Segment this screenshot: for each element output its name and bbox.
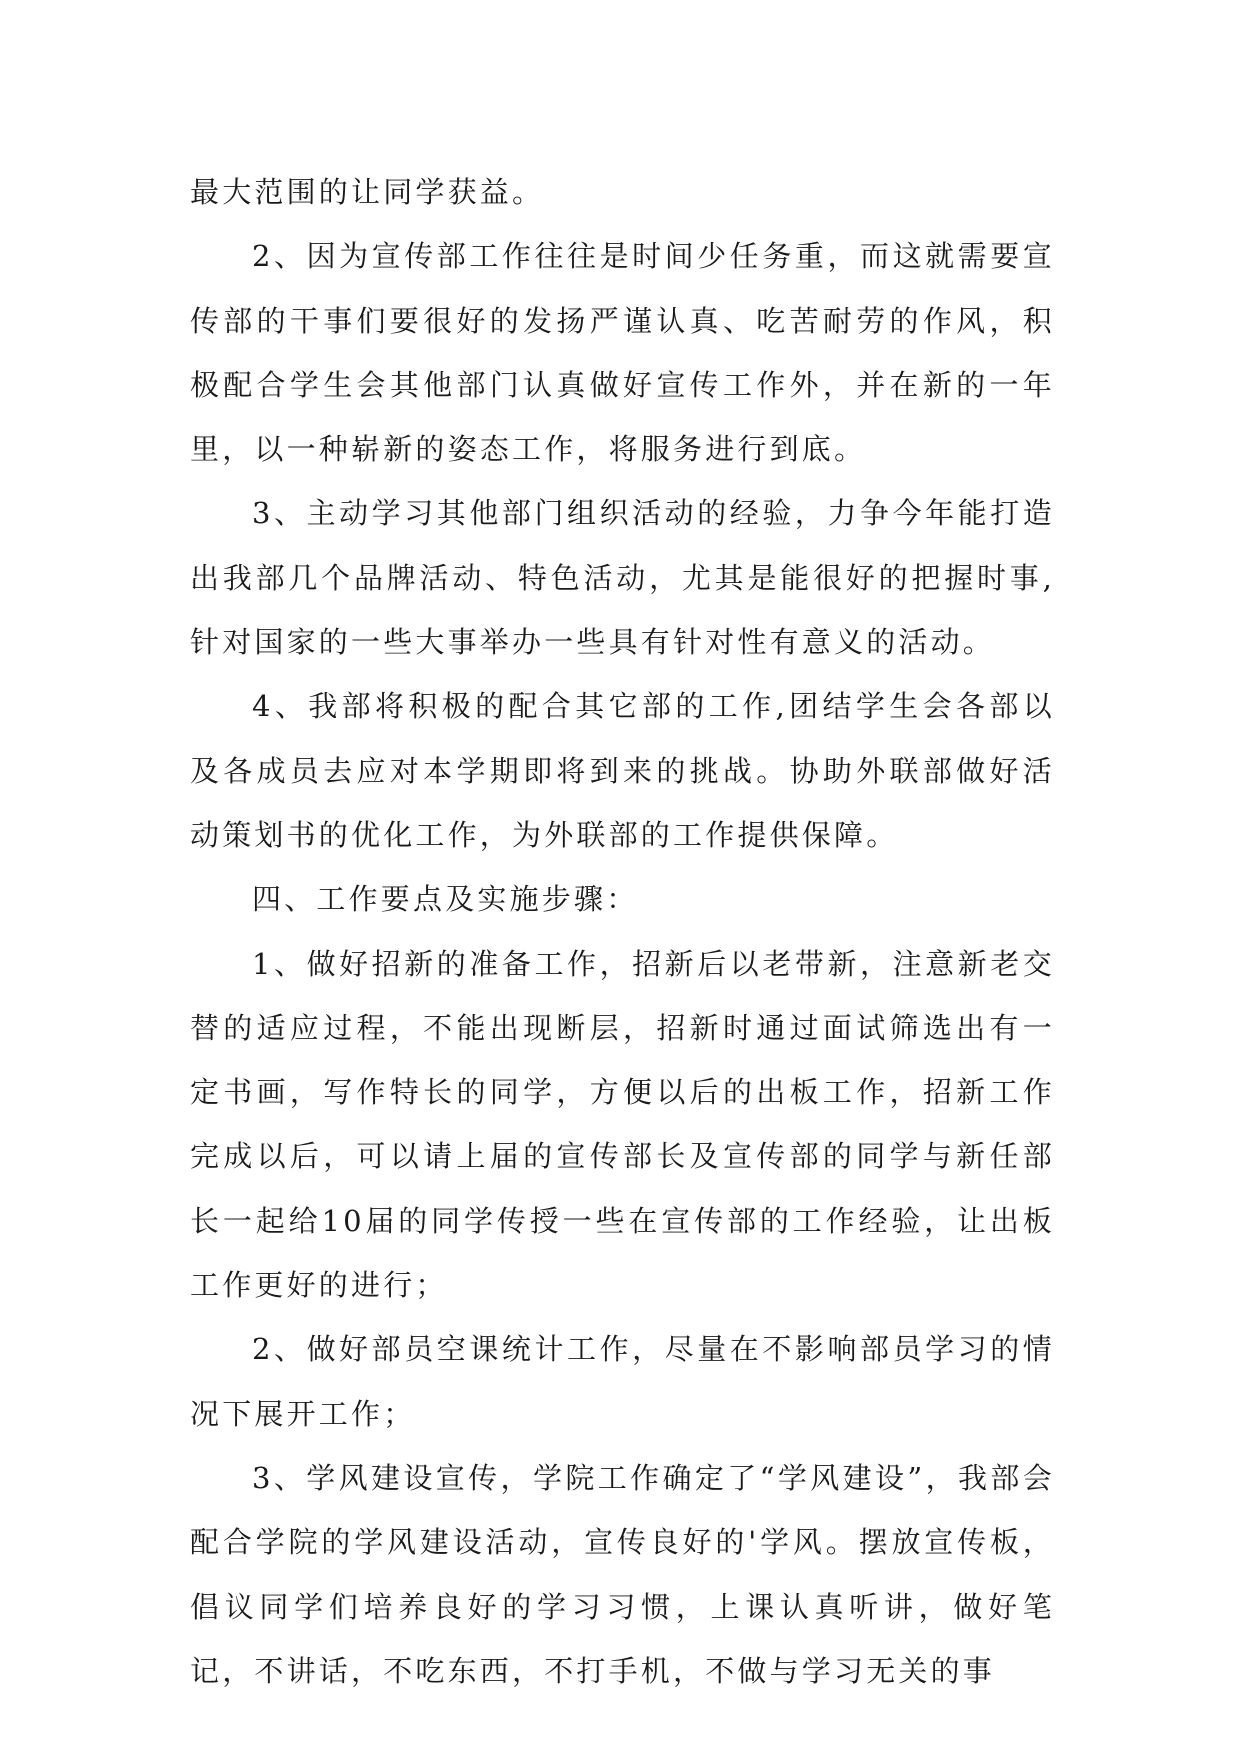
paragraph-continuation: 最大范围的让同学获益。 bbox=[190, 175, 545, 209]
paragraph-item-2-publicity-work: 2、因为宣传部工作往往是时间少任务重，而这就需要宣传部的干事们要很好的发扬严谨认真、吃苦耐劳的作风，积极配合学生会其他部门认真做好宣传工作外，并在新的一年里，以一种崭新的姿态工作，将服务进行到底。 bbox=[190, 239, 1055, 467]
paragraph-item-3-learn-from-others: 3、主动学习其他部门组织活动的经验，力争今年能打造出我部几个品牌活动、特色活动，尤其是能很好的把握时事,针对国家的一些大事举办一些具有针对性有意义的活动。 bbox=[190, 496, 1055, 660]
paragraph-step-2-schedule: 2、做好部员空课统计工作，尽量在不影响部员学习的情况下展开工作； bbox=[190, 1332, 1055, 1431]
paragraph-step-1-recruitment: 1、做好招新的准备工作，招新后以老带新，注意新老交替的适应过程，不能出现断层，招新时通过面试筛选出有一定书画，写作特长的同学，方便以后的出板工作，招新工作完成以后，可以请上届的宣传部长及宣传部的同学与新任部长一起给10届的同学传授一些在宣传部的工作经验，让出板工作更好的进行； bbox=[190, 946, 1055, 1303]
document-body bbox=[190, 160, 1055, 1703]
paragraph-step-3-study-style: 3、学风建设宣传，学院工作确定了“学风建设”，我部会配合学院的学风建设活动，宣传良好的'学风。摆放宣传板，倡议同学们培养良好的学习习惯，上课认真听讲，做好笔记，不讲话，不吃东西，不打手机，不做与学习无关的事 bbox=[190, 1460, 1055, 1688]
paragraph-item-4-cooperation: 4、我部将积极的配合其它部的工作,团结学生会各部以及各成员去应对本学期即将到来的挑战。协助外联部做好活动策划书的优化工作，为外联部的工作提供保障。 bbox=[190, 689, 1055, 852]
section-heading-work-points: 四、工作要点及实施步骤： bbox=[252, 882, 639, 917]
